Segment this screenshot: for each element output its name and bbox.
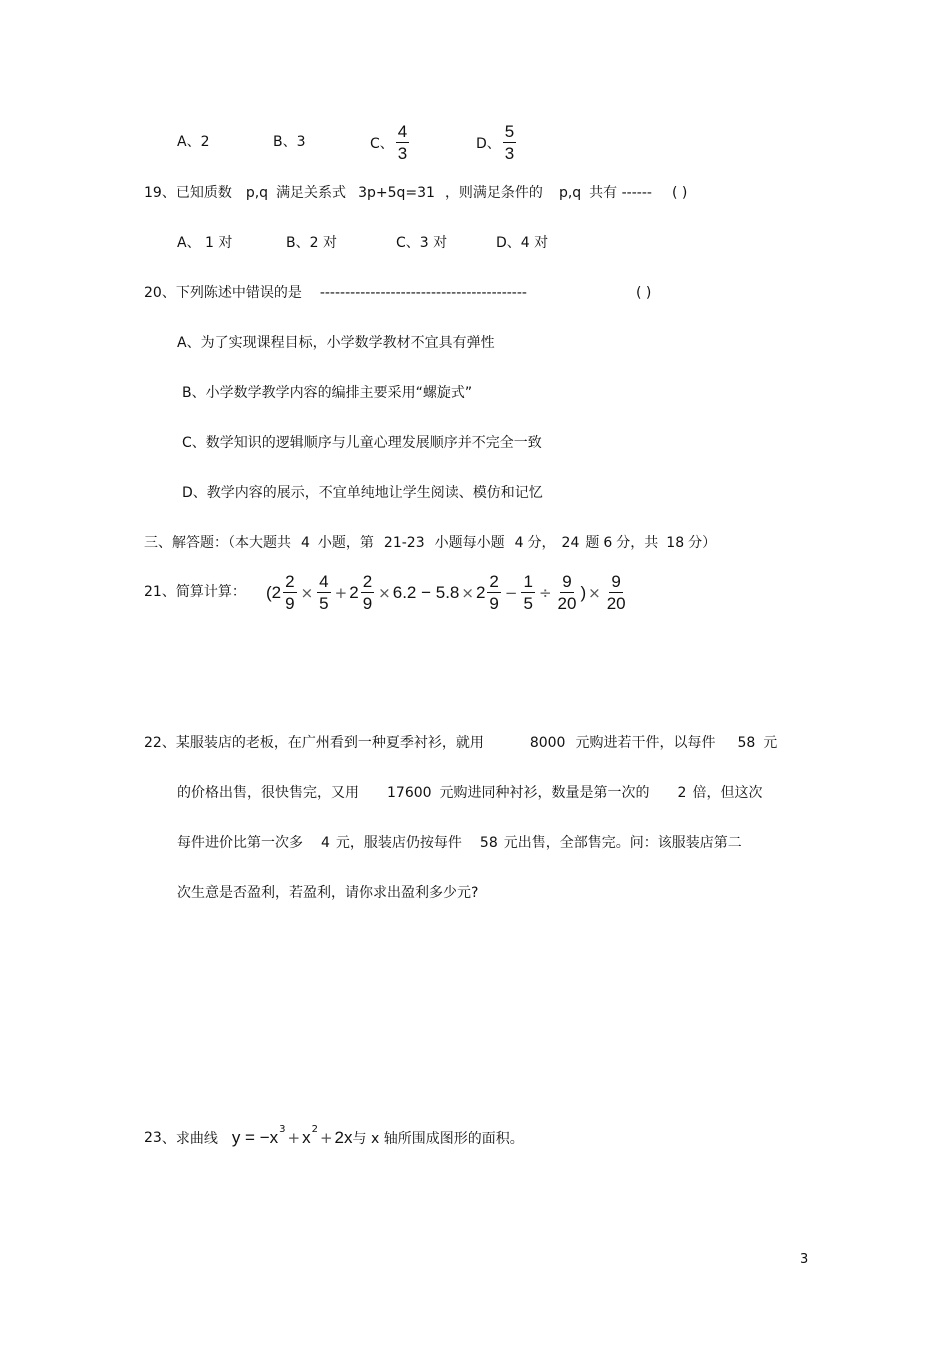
fraction-numerator: 4 xyxy=(397,122,408,141)
question-number: 22 xyxy=(144,735,162,751)
question-text: ，则满足条件的 xyxy=(444,185,543,201)
section-text: 4 xyxy=(301,535,310,551)
q19-option-b: B、2 对 xyxy=(286,235,337,251)
answer-blank: ( ) xyxy=(671,185,688,201)
question-22-line-1 xyxy=(144,733,777,753)
fraction xyxy=(521,572,534,613)
math-operator: ÷ xyxy=(538,583,552,602)
q21-expression xyxy=(266,572,630,613)
section-text: 小题每小题 xyxy=(434,535,505,551)
q19-option-d: D、4 对 xyxy=(496,235,549,251)
question-22-line-2 xyxy=(177,783,762,803)
fraction-numerator: 9 xyxy=(562,572,572,591)
fraction-denominator: 5 xyxy=(319,594,329,613)
question-20 xyxy=(144,283,527,303)
question-text: 元出售，全部售完。问：该服装店第二 xyxy=(503,835,742,851)
question-text: 元购进若干件，以每件 xyxy=(575,735,716,751)
math-text: x xyxy=(302,1128,311,1147)
math-text: 2 xyxy=(349,582,359,602)
fraction-numerator: 4 xyxy=(319,572,329,591)
question-text: 共有 ------ xyxy=(589,185,652,201)
math-text: (2 xyxy=(266,582,282,602)
section-text: 21-23 xyxy=(383,535,425,551)
fraction xyxy=(283,572,296,613)
question-text: 4 xyxy=(321,835,330,851)
q20-option-b: B、小学数学教学内容的编排主要采用“螺旋式” xyxy=(182,385,473,401)
question-number: 19 xyxy=(144,185,162,201)
q20-option-d: D、教学内容的展示，不宜单纯地让学生阅读、模仿和记忆 xyxy=(182,485,543,501)
fraction-denominator: 5 xyxy=(523,594,533,613)
q18-option-a: A、2 xyxy=(177,134,210,150)
section-text: 4 xyxy=(514,535,524,551)
q18-option-d xyxy=(476,122,518,163)
question-text: p,q xyxy=(558,185,582,201)
section-text: 小题，第 xyxy=(317,535,374,551)
fraction-numerator: 5 xyxy=(504,122,515,141)
answer-blank: ( ) xyxy=(636,285,652,301)
question-text: 、求曲线 xyxy=(161,1131,218,1147)
fraction-numerator: 2 xyxy=(362,572,373,591)
section-text: 分， xyxy=(527,535,556,551)
math-operator: × xyxy=(300,583,314,602)
question-text: 、某服装店的老板，在广州看到一种夏季衬衫，就用 xyxy=(161,735,484,751)
fraction xyxy=(487,572,500,613)
question-text: 2 xyxy=(677,785,687,801)
section-text: 题 xyxy=(585,535,600,551)
question-text: 与 x 轴所围成图形的面积。 xyxy=(352,1131,524,1147)
question-number: 23 xyxy=(144,1130,162,1146)
fraction-denominator: 20 xyxy=(606,594,626,613)
fraction-numerator: 1 xyxy=(523,572,533,591)
question-text: 的价格出售，很快售完，又用 xyxy=(177,785,359,801)
q18-option-c-label: C、 xyxy=(370,135,394,152)
question-text: 、下列陈述中错误的是 xyxy=(161,285,302,301)
fraction-denominator: 20 xyxy=(557,594,577,613)
question-22-line-4: 次生意是否盈利，若盈利，请你求出盈利多少元? xyxy=(177,885,479,901)
fraction xyxy=(605,572,628,613)
question-text: 58 xyxy=(737,735,756,751)
math-operator: × xyxy=(588,583,601,602)
section-title: 三、解答题：（本大题共 xyxy=(144,535,291,551)
question-text: 满足关系式 xyxy=(276,185,347,201)
section-text: 6 xyxy=(603,535,613,551)
fraction xyxy=(556,572,579,613)
q20-option-a: A、为了实现课程目标，小学数学教材不宜具有弹性 xyxy=(177,335,495,351)
exponent: 2 xyxy=(311,1123,318,1135)
q18-option-c xyxy=(370,122,411,163)
q19-option-c: C、3 对 xyxy=(396,235,448,251)
question-text: 倍，但这次 xyxy=(692,785,763,801)
question-23 xyxy=(144,1123,524,1148)
section-text: 分，共 xyxy=(616,535,659,551)
math-text: y = −x xyxy=(231,1128,279,1147)
math-text: 2x xyxy=(334,1128,353,1147)
fraction-denominator: 9 xyxy=(489,594,499,613)
question-number: 21 xyxy=(144,584,162,600)
q18-option-d-fraction xyxy=(503,122,516,163)
question-text: 58 xyxy=(479,835,498,851)
question-21 xyxy=(144,582,246,602)
fraction-numerator: 2 xyxy=(489,572,499,591)
question-text: p,q xyxy=(245,185,269,201)
question-text: 、简算计算： xyxy=(161,584,246,600)
section-text: 分） xyxy=(688,535,717,551)
math-operator: − xyxy=(504,583,518,602)
question-text: 8000 xyxy=(529,735,566,751)
section-text: 24 xyxy=(561,535,580,551)
fraction xyxy=(361,572,374,613)
math-operator: + xyxy=(319,1129,333,1147)
fraction-denominator: 3 xyxy=(397,144,408,163)
math-text: 6.2 − 5.8 xyxy=(392,582,460,602)
question-text: 每件进价比第一次多 xyxy=(177,835,303,851)
q18-option-c-fraction xyxy=(396,122,409,163)
question-19 xyxy=(144,183,687,203)
question-text: 3p+5q=31 xyxy=(358,185,435,201)
math-operator: + xyxy=(287,1129,301,1147)
section-text: 18 xyxy=(666,535,685,551)
question-text: 元，服装店仍按每件 xyxy=(335,835,462,851)
q18-option-d-label: D、 xyxy=(476,135,501,152)
question-text: 元 xyxy=(763,735,778,751)
fraction-denominator: 9 xyxy=(362,594,373,613)
question-text: 、已知质数 xyxy=(161,185,232,201)
math-operator: + xyxy=(334,583,348,602)
page-number: 3 xyxy=(800,1252,809,1267)
question-22-line-3 xyxy=(177,833,742,853)
math-text: ) xyxy=(580,582,587,602)
fraction-denominator: 3 xyxy=(504,144,515,163)
question-text: 17600 xyxy=(387,785,432,801)
fraction xyxy=(317,572,330,613)
q20-option-c: C、数学知识的逻辑顺序与儿童心理发展顺序并不完全一致 xyxy=(182,435,542,451)
dash-line: ----------------------------------------- xyxy=(319,285,527,301)
question-text: 元购进同种衬衫，数量是第一次的 xyxy=(439,785,650,801)
section-heading xyxy=(144,533,716,553)
exponent: 3 xyxy=(279,1123,286,1135)
fraction-numerator: 9 xyxy=(611,572,621,591)
math-operator: × xyxy=(461,583,474,602)
question-number: 20 xyxy=(144,285,162,301)
fraction-denominator: 9 xyxy=(285,594,295,613)
math-text: 2 xyxy=(475,582,486,602)
fraction-numerator: 2 xyxy=(285,572,295,591)
q18-option-b: B、3 xyxy=(273,134,306,150)
q19-option-a: A、 1 对 xyxy=(177,235,233,251)
math-operator: × xyxy=(378,583,391,602)
